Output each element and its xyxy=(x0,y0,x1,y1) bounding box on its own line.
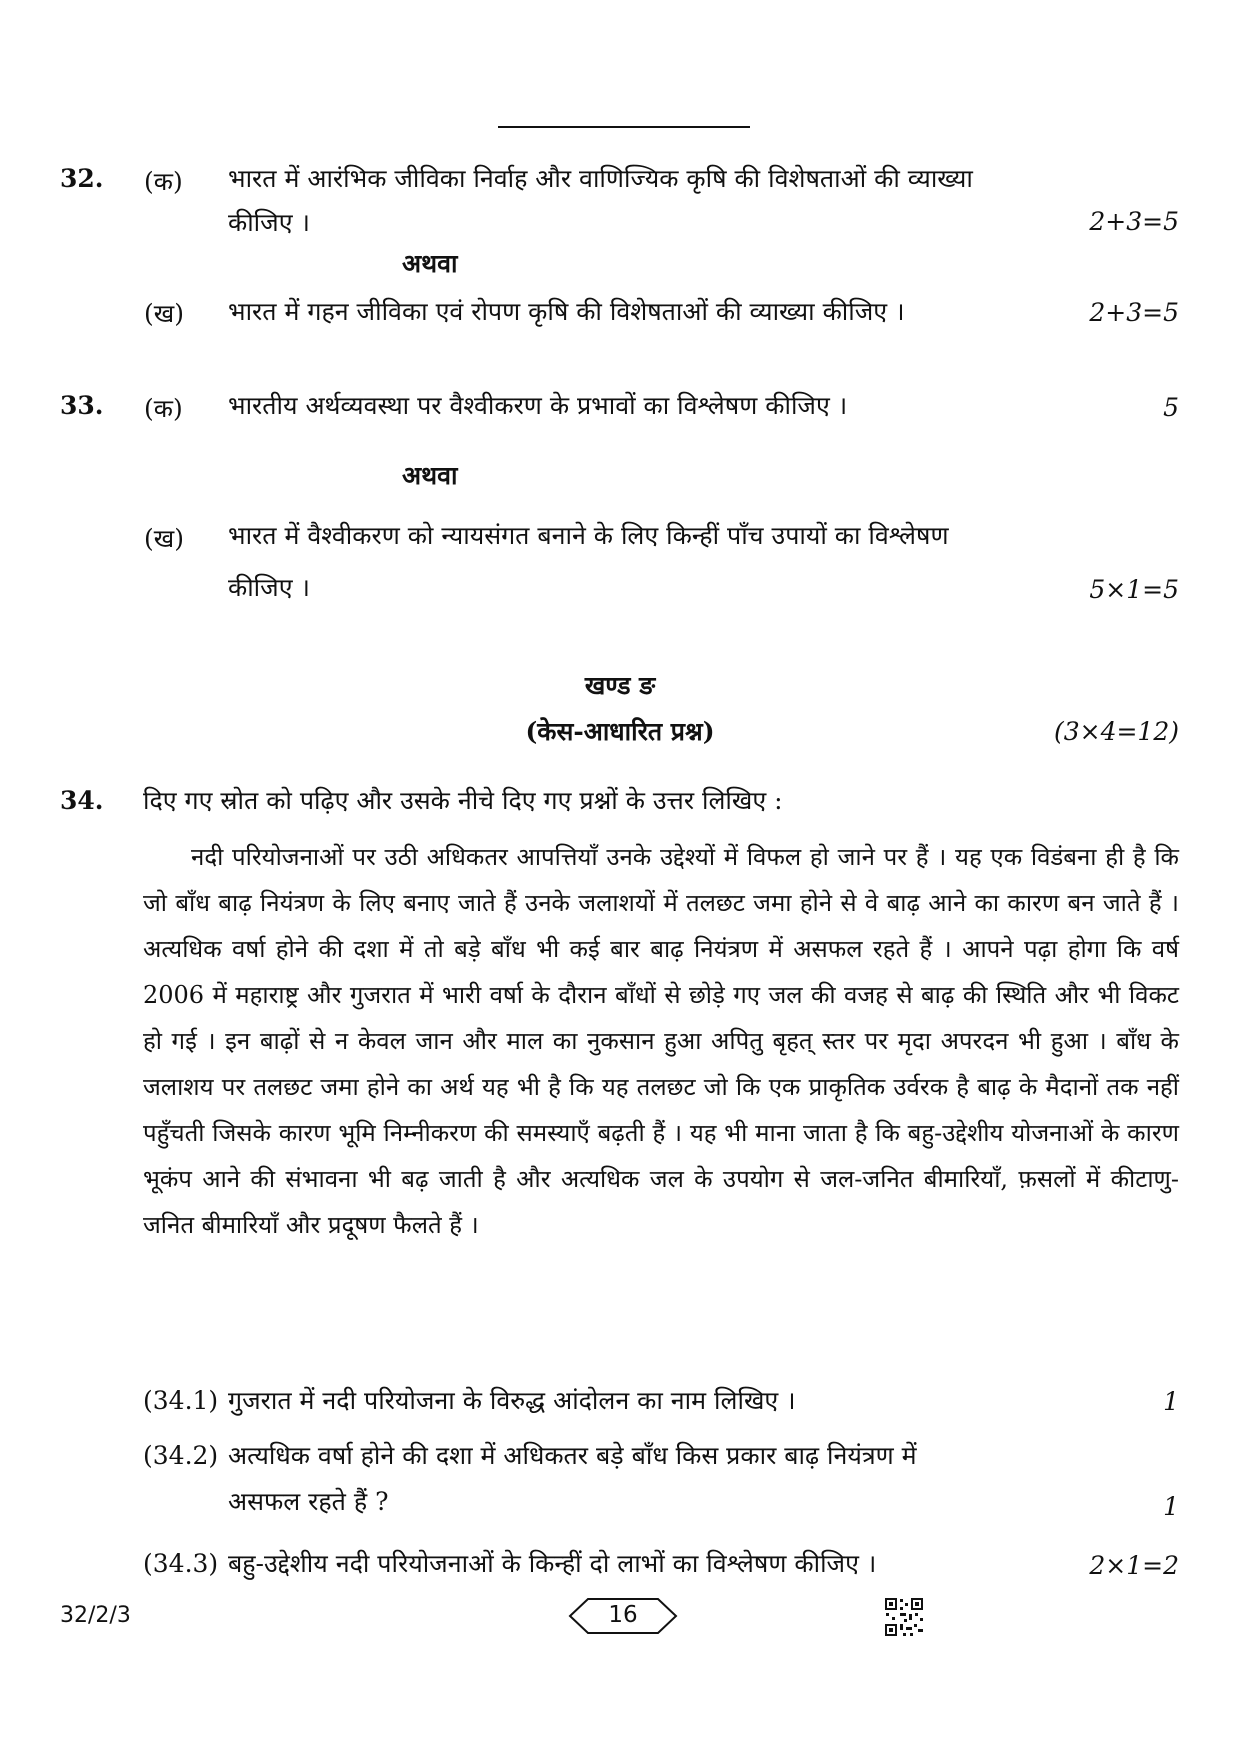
question-32-number: 32. xyxy=(60,164,104,193)
q32-option-a-text-line2: कीजिए । xyxy=(228,208,310,237)
q33-option-a-text: भारतीय अर्थव्यवस्था पर वैश्वीकरण के प्रभावों का विश्लेषण कीजिए । xyxy=(228,391,848,420)
q32-option-a-label: (क) xyxy=(144,167,183,196)
q32-option-b-marks: 2+3=5 xyxy=(1089,298,1179,327)
q34-sub2-text-line2: असफल रहते हैं ? xyxy=(228,1487,389,1516)
page-number-box xyxy=(568,1596,678,1636)
q34-passage-text: नदी परियोजनाओं पर उठी अधिकतर आपत्तियाँ उनके उद्देश्यों में विफल हो जाने पर हैं । यह एक विडंबना ही है कि जो बाँध बाढ़ नियंत्रण के लिए बनाए जाते हैं उनके जलाशयों में तलछट जमा होने से वे बाढ़ आने का कारण बन जाते हैं । अत्यधिक वर्षा होने की दशा में तो बड़े बाँध भी कई बार बाढ़ नियंत्रण में असफल रहते हैं । आपने पढ़ा होगा कि वर्ष 2006 में महाराष्ट्र और गुजरात में भारी वर्षा के दौरान बाँधों से छोड़े गए जल की वजह से बाढ़ की स्थिति और भी विकट हो गई । इन बाढ़ों से न केवल जान और माल का नुकसान हुआ अपितु बृहत् स्तर पर मृदा अपरदन भी हुआ । बाँध के जलाशय पर तलछट जमा होने का अर्थ यह भी है कि यह तलछट जो कि एक प्राकृतिक उर्वरक है बाढ़ के मैदानों तक नहीं पहुँचती जिसके कारण भूमि निम्नीकरण की समस्याएँ बढ़ती हैं । यह भी माना जाता है कि बहु-उद्देशीय योजनाओं के कारण भूकंप आने की संभावना भी बढ़ जाती है और अत्यधिक जल के उपयोग से जल-जनित बीमारियाँ, फ़सलों में कीटाणु-जनित बीमारियाँ और प्रदूषण फैलते हैं । xyxy=(143,843,1179,1239)
q34-sub3-label: (34.3) xyxy=(143,1549,219,1578)
question-34-number: 34. xyxy=(60,786,104,815)
paper-code: 32/2/3 xyxy=(60,1603,131,1628)
q34-sub1-text: गुजरात में नदी परियोजना के विरुद्ध आंदोलन का नाम लिखिए । xyxy=(228,1386,796,1415)
q32-option-a-text-line1: भारत में आरंभिक जीविका निर्वाह और वाणिज्यिक कृषि की विशेषताओं की व्याख्या xyxy=(228,164,973,193)
q32-or-label: अथवा xyxy=(402,249,458,278)
section-title: खण्ड ङ xyxy=(584,671,656,700)
q34-sub3-text: बहु-उद्देशीय नदी परियोजनाओं के किन्हीं दो लाभों का विश्लेषण कीजिए । xyxy=(228,1549,877,1578)
top-divider xyxy=(498,126,750,128)
q34-sub2-marks: 1 xyxy=(1163,1492,1179,1521)
q34-passage xyxy=(143,834,1179,1248)
q33-option-a-label: (क) xyxy=(144,394,183,423)
q34-sub1-label: (34.1) xyxy=(143,1386,219,1415)
q33-option-b-text-line1: भारत में वैश्वीकरण को न्यायसंगत बनाने के लिए किन्हीं पाँच उपायों का विश्लेषण xyxy=(228,521,949,550)
section-subtitle: (केस-आधारित प्रश्न) xyxy=(525,717,715,746)
q33-or-label: अथवा xyxy=(402,461,458,490)
q33-option-a-marks: 5 xyxy=(1163,393,1179,422)
qr-code-icon xyxy=(884,1597,924,1637)
section-marks: (3×4=12) xyxy=(1053,717,1179,746)
q33-option-b-marks: 5×1=5 xyxy=(1089,575,1179,604)
q32-option-b-text: भारत में गहन जीविका एवं रोपण कृषि की विशेषताओं की व्याख्या कीजिए । xyxy=(228,297,905,326)
q32-option-b-label: (ख) xyxy=(144,299,184,328)
q32-option-a-marks: 2+3=5 xyxy=(1089,207,1179,236)
q34-sub1-marks: 1 xyxy=(1163,1387,1179,1416)
q34-instruction: दिए गए स्रोत को पढ़िए और उसके नीचे दिए गए प्रश्नों के उत्तर लिखिए : xyxy=(143,786,783,815)
q33-option-b-label: (ख) xyxy=(144,524,184,553)
question-33-number: 33. xyxy=(60,391,104,420)
q34-sub2-text-line1: अत्यधिक वर्षा होने की दशा में अधिकतर बड़े बाँध किस प्रकार बाढ़ नियंत्रण में xyxy=(228,1441,917,1470)
page-number: 16 xyxy=(608,1602,638,1628)
q33-option-b-text-line2: कीजिए । xyxy=(228,573,310,602)
q34-sub3-marks: 2×1=2 xyxy=(1089,1551,1179,1580)
q34-sub2-label: (34.2) xyxy=(143,1441,219,1470)
